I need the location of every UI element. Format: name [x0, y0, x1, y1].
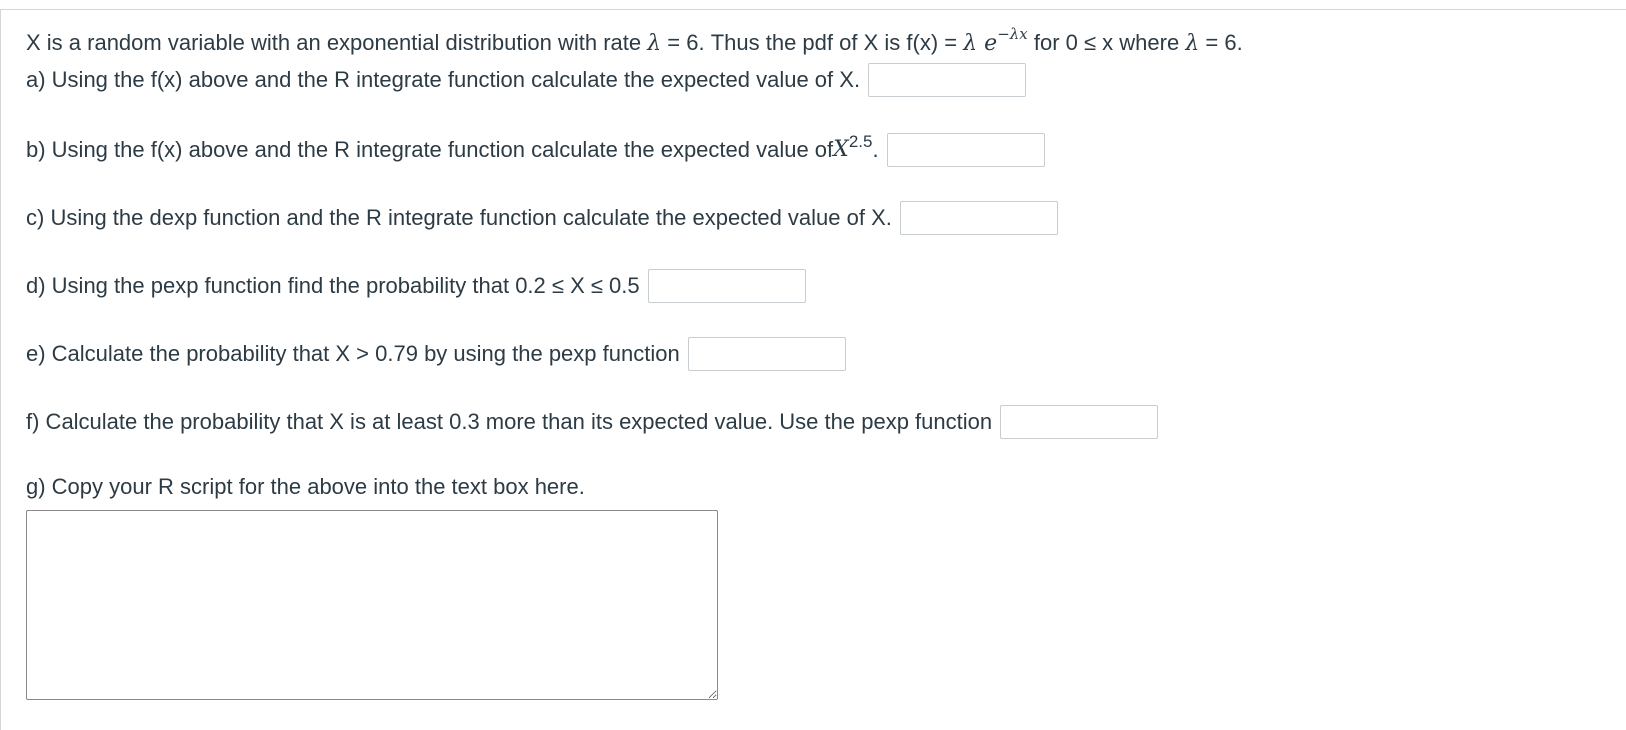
- answer-e-input[interactable]: [688, 337, 846, 371]
- question-g: [26, 472, 1616, 506]
- question-d-text: d) Using the pexp function find the probability that 0.2 ≤ X ≤ 0.5: [26, 273, 640, 298]
- question-a-text: a) Using the f(x) above and the R integrate function calculate the expected value of X.: [26, 67, 861, 92]
- question-b-math-base: X: [833, 137, 849, 162]
- question-f-text: f) Calculate the probability that X is at least 0.3 more than its expected value. Use the pexp function: [26, 409, 993, 434]
- problem-statement: [26, 25, 1616, 62]
- question-d: [26, 268, 1616, 304]
- answer-c-input[interactable]: [900, 201, 1058, 235]
- lambda-symbol: λ: [647, 31, 662, 56]
- question-e-text: e) Calculate the probability that X > 0.79 by using the pexp function: [26, 341, 680, 366]
- question-content: [26, 25, 1616, 700]
- r-script-textarea[interactable]: [26, 510, 718, 700]
- answer-d-input[interactable]: [648, 269, 806, 303]
- pdf-lambda: λ: [963, 31, 978, 56]
- answer-f-input[interactable]: [1000, 405, 1158, 439]
- answer-a-input[interactable]: [868, 63, 1026, 97]
- question-a: [26, 62, 1616, 98]
- question-f: [26, 404, 1616, 440]
- question-b-math-exponent: 2.5: [848, 132, 873, 151]
- answer-b-input[interactable]: [887, 133, 1045, 167]
- top-divider: [0, 0, 1626, 10]
- pdf-exponent: −λx: [997, 25, 1028, 43]
- question-c-text: c) Using the dexp function and the R integrate function calculate the expected value of X.: [26, 205, 892, 230]
- lambda-symbol-2: λ: [1185, 31, 1200, 56]
- question-e: [26, 336, 1616, 372]
- intro-suffix: for 0 ≤ x where: [1027, 30, 1186, 55]
- intro-prefix: X is a random variable with an exponential distribution with rate: [26, 30, 648, 55]
- left-divider: [0, 10, 1, 730]
- question-b-suffix: .: [872, 137, 879, 162]
- question-c: [26, 200, 1616, 236]
- question-b: [26, 132, 1616, 168]
- intro-rate: = 6. Thus the pdf of X is f(x) =: [661, 30, 964, 55]
- question-b-text: b) Using the f(x) above and the R integrate function calculate the expected value of: [26, 137, 834, 162]
- pdf-e: e: [977, 31, 998, 56]
- intro-rate-2: = 6.: [1199, 30, 1243, 55]
- question-g-text: g) Copy your R script for the above into the text box here.: [26, 474, 585, 499]
